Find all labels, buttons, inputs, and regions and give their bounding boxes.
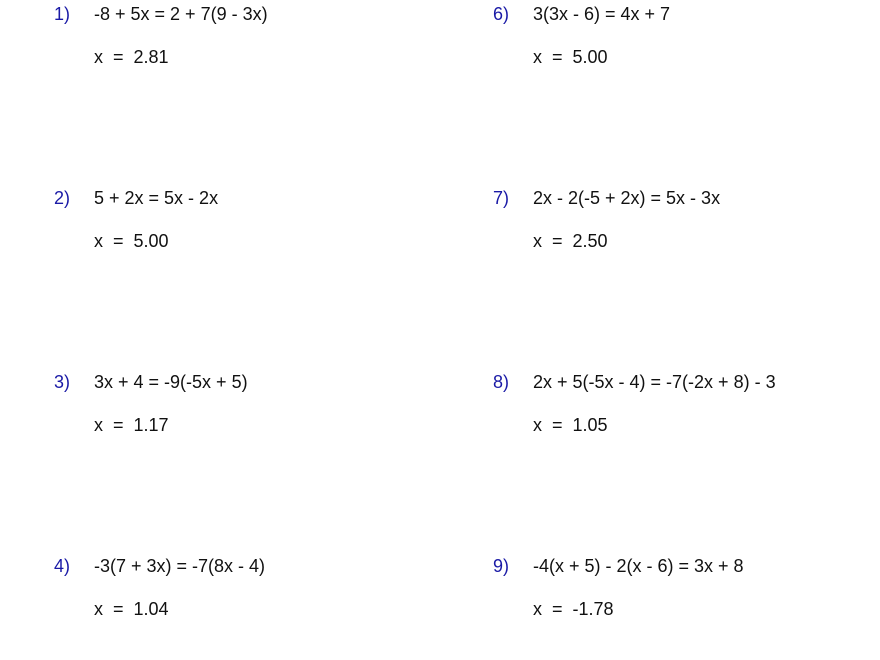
problem-number: 1) [54,4,71,24]
problem-answer: x = 5.00 [533,47,608,67]
problem-9 [493,552,880,622]
problem-6 [493,0,880,70]
problem-equation: 5 + 2x = 5x - 2x [94,188,219,208]
problem-answer: x = 1.04 [94,599,169,619]
problem-answer: x = 2.50 [533,231,608,251]
problem-number: 8) [493,372,510,392]
problem-8 [493,368,880,438]
problem-equation: -8 + 5x = 2 + 7(9 - 3x) [94,4,268,24]
problem-1 [54,0,454,70]
problem-2 [54,184,454,254]
problem-answer: x = 5.00 [94,231,169,251]
problem-answer: x = 1.17 [94,415,169,435]
problem-number: 7) [493,188,510,208]
problem-equation: -3(7 + 3x) = -7(8x - 4) [94,556,266,576]
problem-number: 3) [54,372,71,392]
problem-equation: 2x - 2(-5 + 2x) = 5x - 3x [533,188,721,208]
problem-equation: -4(x + 5) - 2(x - 6) = 3x + 8 [533,556,744,576]
problem-number: 2) [54,188,71,208]
problem-answer: x = -1.78 [533,599,614,619]
problem-equation: 2x + 5(-5x - 4) = -7(-2x + 8) - 3 [533,372,776,392]
problem-number: 4) [54,556,71,576]
problem-7 [493,184,880,254]
problem-3 [54,368,454,438]
problem-answer: x = 2.81 [94,47,169,67]
problem-equation: 3x + 4 = -9(-5x + 5) [94,372,248,392]
problem-number: 6) [493,4,510,24]
problem-4 [54,552,454,622]
problem-equation: 3(3x - 6) = 4x + 7 [533,4,671,24]
problem-number: 9) [493,556,510,576]
problem-answer: x = 1.05 [533,415,608,435]
